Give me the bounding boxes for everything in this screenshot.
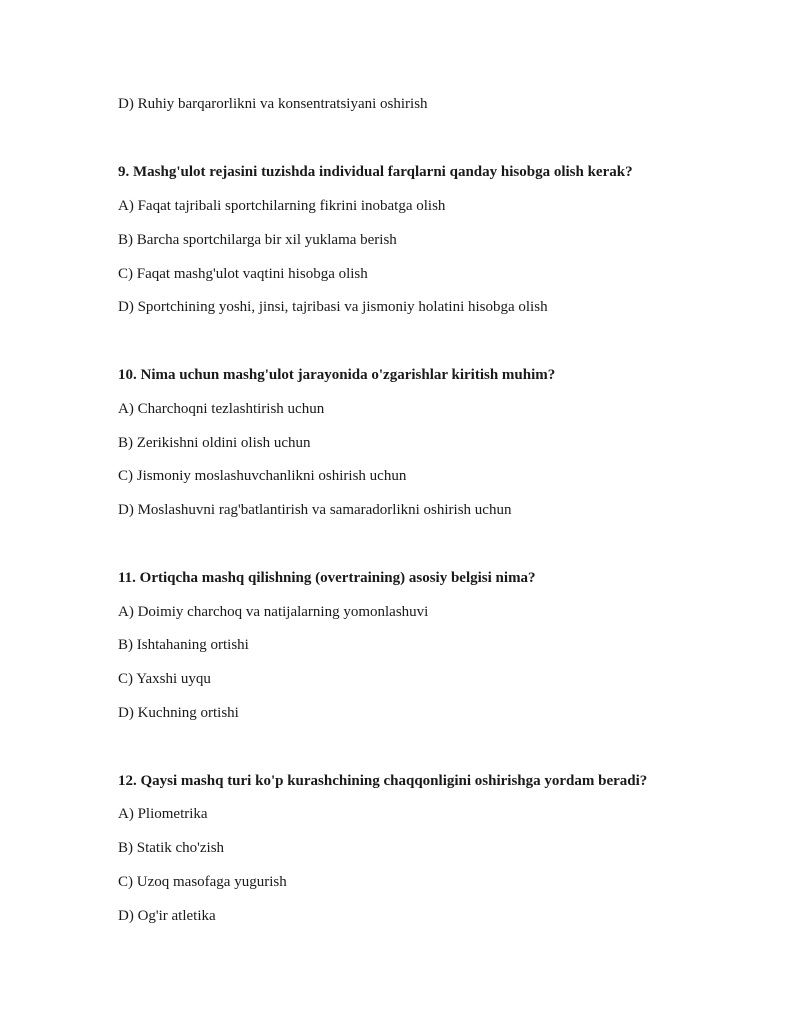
question-10-option-d: D) Moslashuvni rag'batlantirish va samaradorlikni oshirish uchun: [118, 502, 512, 518]
option-d-previous: D) Ruhiy barqarorlikni va konsentratsiyani oshirish: [118, 96, 428, 112]
question-12-text: 12. Qaysi mashq turi ko'p kurashchining chaqqonligini oshirishga yordam beradi?: [118, 773, 648, 789]
question-9-option-d: D) Sportchining yoshi, jinsi, tajribasi va jismoniy holatini hisobga olish: [118, 299, 548, 315]
question-9-option-b: B) Barcha sportchilarga bir xil yuklama berish: [118, 232, 397, 248]
question-12-option-d: D) Og'ir atletika: [118, 908, 216, 924]
question-11-option-a: A) Doimiy charchoq va natijalarning yomonlashuvi: [118, 604, 429, 620]
question-9-option-c: C) Faqat mashg'ulot vaqtini hisobga olish: [118, 266, 368, 282]
question-9-text: 9. Mashg'ulot rejasini tuzishda individual farqlarni qanday hisobga olish kerak?: [118, 164, 633, 180]
question-11-option-b: B) Ishtahaning ortishi: [118, 637, 249, 653]
question-12-option-a: A) Pliometrika: [118, 806, 208, 822]
question-10-option-c: C) Jismoniy moslashuvchanlikni oshirish uchun: [118, 468, 407, 484]
question-12-option-c: C) Uzoq masofaga yugurish: [118, 874, 287, 890]
question-9-option-a: A) Faqat tajribali sportchilarning fikrini inobatga olish: [118, 198, 446, 214]
question-11-option-c: C) Yaxshi uyqu: [118, 671, 211, 687]
question-11-text: 11. Ortiqcha mashq qilishning (overtraining) asosiy belgisi nima?: [118, 570, 536, 586]
question-10-option-a: A) Charchoqni tezlashtirish uchun: [118, 401, 325, 417]
question-12-option-b: B) Statik cho'zish: [118, 840, 225, 856]
question-11-option-d: D) Kuchning ortishi: [118, 705, 239, 721]
question-10-option-b: B) Zerikishni oldini olish uchun: [118, 435, 311, 451]
question-10-text: 10. Nima uchun mashg'ulot jarayonida o'zgarishlar kiritish muhim?: [118, 367, 556, 383]
